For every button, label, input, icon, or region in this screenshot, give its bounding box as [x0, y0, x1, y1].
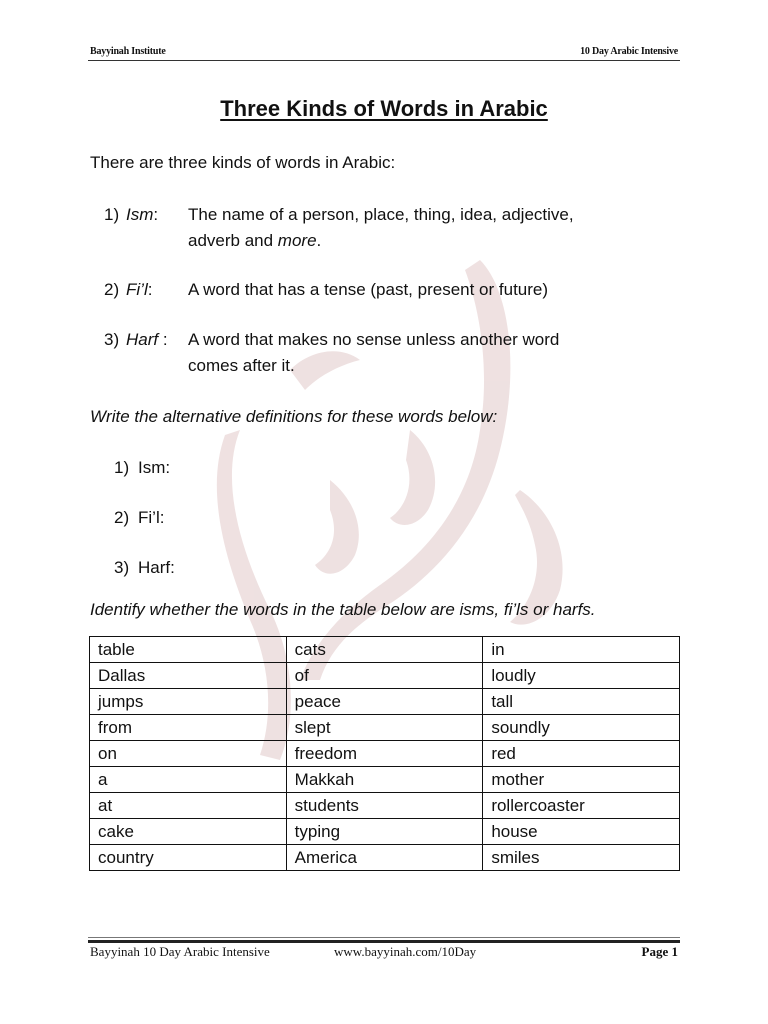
- table-cell: tall: [483, 689, 680, 715]
- footer-url[interactable]: www.bayyinah.com/10Day: [334, 944, 477, 959]
- table-cell: smiles: [483, 845, 680, 871]
- table-row: [90, 741, 680, 767]
- table-cell: from: [90, 715, 287, 741]
- table-cell: table: [90, 637, 287, 663]
- table-row: [90, 715, 680, 741]
- table-cell: of: [286, 663, 483, 689]
- footer-divider-thin: [88, 937, 680, 938]
- table-cell: peace: [286, 689, 483, 715]
- definition-2-text: A word that has a tense (past, present or future): [188, 280, 549, 299]
- table-cell: America: [286, 845, 483, 871]
- table-row: [90, 663, 680, 689]
- table-cell: Makkah: [286, 767, 483, 793]
- table-cell: freedom: [286, 741, 483, 767]
- footer-page-number: Page 1: [641, 944, 678, 959]
- definition-2-term: Fi’l:: [126, 280, 153, 299]
- definition-2-number: 2): [104, 280, 120, 299]
- table-cell: at: [90, 793, 287, 819]
- table-cell: red: [483, 741, 680, 767]
- definition-3-number: 3): [104, 330, 120, 349]
- table-cell: jumps: [90, 689, 287, 715]
- table-cell: in: [483, 637, 680, 663]
- table-row: [90, 689, 680, 715]
- exercise-2-number: 2): [114, 508, 130, 527]
- instruction-table: Identify whether the words in the table below are isms, fi’ls or harfs.: [90, 600, 596, 619]
- exercise-1-label: Ism:: [138, 458, 171, 477]
- definition-3-term: Harf :: [126, 330, 168, 349]
- header-course: 10 Day Arabic Intensive: [580, 46, 678, 57]
- table-cell: a: [90, 767, 287, 793]
- table-row: [90, 819, 680, 845]
- definition-1-term: Ism:: [126, 205, 159, 224]
- definition-3-text: A word that makes no sense unless another word comes after it.: [188, 330, 560, 375]
- table-row: [90, 767, 680, 793]
- table-cell: cake: [90, 819, 287, 845]
- table-cell: soundly: [483, 715, 680, 741]
- exercise-2-label: Fi’l:: [138, 508, 165, 527]
- table-cell: Dallas: [90, 663, 287, 689]
- table-cell: house: [483, 819, 680, 845]
- footer-course: Bayyinah 10 Day Arabic Intensive: [90, 944, 270, 959]
- exercise-3-number: 3): [114, 558, 130, 577]
- table-cell: mother: [483, 767, 680, 793]
- table-row: [90, 637, 680, 663]
- exercise-1-number: 1): [114, 458, 130, 477]
- instruction-definitions: Write the alternative definitions for these words below:: [90, 407, 498, 426]
- header-institute: Bayyinah Institute: [90, 46, 166, 57]
- intro-text: There are three kinds of words in Arabic:: [90, 153, 396, 172]
- table-cell: typing: [286, 819, 483, 845]
- page-title: Three Kinds of Words in Arabic: [220, 96, 548, 121]
- footer-divider-thick: [88, 940, 680, 943]
- definition-1-number: 1): [104, 205, 120, 224]
- header-divider: [88, 60, 680, 61]
- table-cell: students: [286, 793, 483, 819]
- table-cell: rollercoaster: [483, 793, 680, 819]
- table-row: [90, 845, 680, 871]
- word-table: [89, 636, 680, 871]
- exercise-3-label: Harf:: [138, 558, 175, 577]
- table-cell: on: [90, 741, 287, 767]
- table-cell: slept: [286, 715, 483, 741]
- table-row: [90, 793, 680, 819]
- table-cell: country: [90, 845, 287, 871]
- table-cell: cats: [286, 637, 483, 663]
- table-cell: loudly: [483, 663, 680, 689]
- definition-1-text: The name of a person, place, thing, idea, adjective, adverb and more.: [188, 205, 574, 250]
